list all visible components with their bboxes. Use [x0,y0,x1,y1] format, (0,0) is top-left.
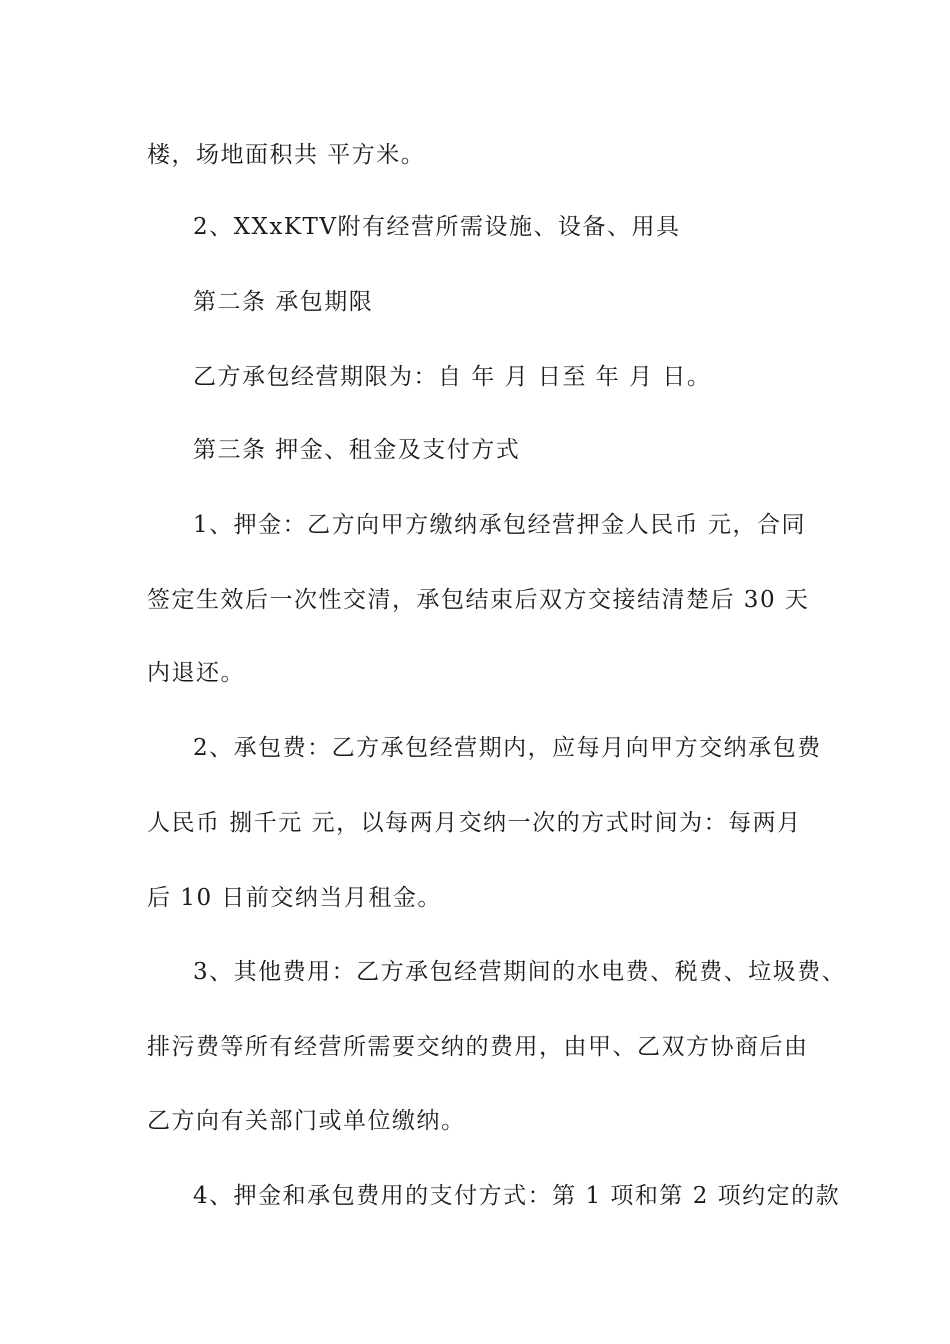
clause-item-other-fees: 3、其他费用：乙方承包经营期间的水电费、税费、垃圾费、 [193,959,847,985]
article-heading-term: 第二条 承包期限 [193,289,374,315]
text-line: 内退还。 [147,660,245,686]
clause-item-facilities: 2、XXxKTV附有经营所需设施、设备、用具 [193,214,681,240]
text-line: 乙方承包经营期限为：自 年 月 日至 年 月 日。 [193,364,712,390]
text-line: 人民币 捌千元 元，以每两月交纳一次的方式时间为：每两月 [147,810,802,836]
text-line: 排污费等所有经营所需要交纳的费用，由甲、乙双方协商后由 [147,1034,809,1060]
clause-item-payment-method: 4、押金和承包费用的支付方式：第 1 项和第 2 项约定的款 [193,1183,841,1209]
text-line: 后 10 日前交纳当月租金。 [147,885,442,911]
clause-item-deposit: 1、押金：乙方向甲方缴纳承包经营押金人民币 元，合同 [193,512,806,538]
text-line: 签定生效后一次性交清，承包结束后双方交接结清楚后 30 天 [147,587,810,613]
clause-item-contract-fee: 2、承包费：乙方承包经营期内，应每月向甲方交纳承包费 [193,735,822,761]
article-heading-payment: 第三条 押金、租金及支付方式 [193,437,521,463]
text-line: 乙方向有关部门或单位缴纳。 [147,1108,466,1134]
text-line: 楼，场地面积共 平方米。 [147,142,426,168]
